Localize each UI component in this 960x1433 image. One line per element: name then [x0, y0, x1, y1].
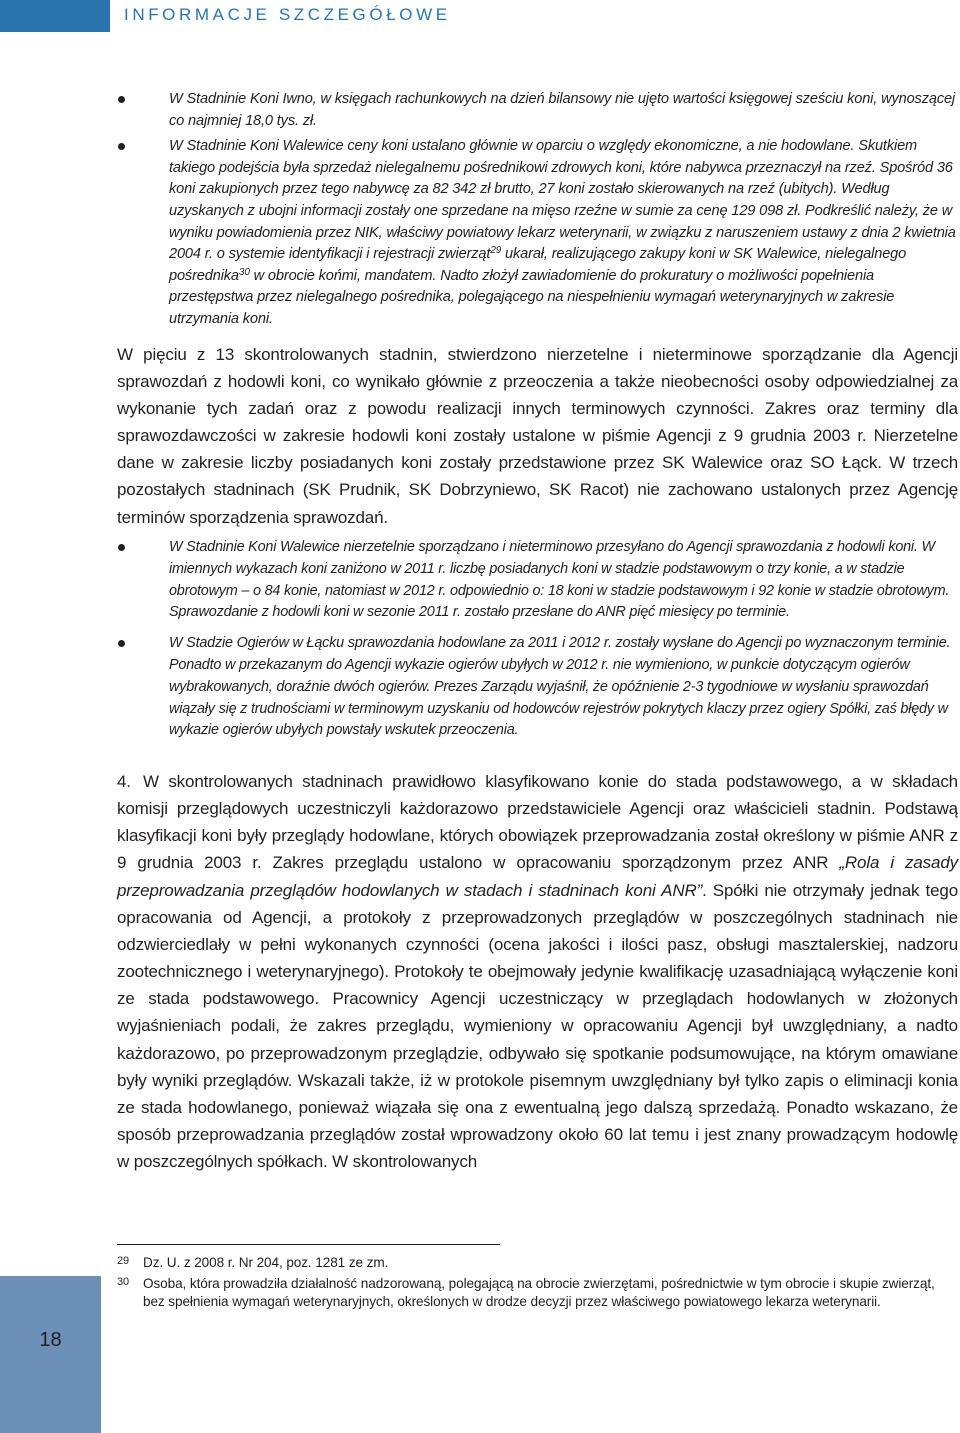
- list-item: [117, 89, 957, 132]
- list-item: [117, 633, 957, 742]
- bullet-list-middle: [117, 537, 957, 742]
- footnote: [117, 1254, 959, 1272]
- footnote-ref[interactable]: 30: [238, 266, 250, 278]
- bullet-text: ukarał, realizującego zakupy koni w SK Walewice, nielegalnego pośrednika: [169, 246, 907, 284]
- footnote-text: Osoba, która prowadziła działalność nadzorowaną, polegającą na obrocie zwierzętami, pośrednictwie w tym obrocie i skupie zwierząt, bez spełnienia wymagań weterynaryjnych, określonych w drodze decyzji przez właściwego powiatowego lekarza weterynarii.: [143, 1276, 935, 1310]
- bullet-text: W Stadninie Koni Walewice nierzetelnie sporządzano i nieterminowo przesyłano do Agencji sprawozdania z hodowli koni. W imiennych wykazach koni zaniżono w 2011 r. liczbę posiadanych koni w stadzie podstawowym o trzy konie, a w stadzie obrotowym – o 84 konie, natomiast w 2012 r. odpowiednio o: 18 koni w stadzie podstawowym i 92 konie w stadzie obrotowym. Sprawozdanie z hodowli koni w sezonie 2011 r. zostało przesłane do ANR pięć miesięcy po terminie.: [169, 539, 950, 621]
- bullet-text: W Stadninie Koni Walewice ceny koni ustalano głównie w oparciu o względy ekonomiczne, a nie hodowlane. Skutkiem takiego podejścia była sprzedaż nielegalnemu pośrednikowi zdrowych koni, które nabywca przeznaczył na rzeź. Spośród 36 koni zakupionych przez tego nabywcę za 82 342 zł brutto, 27 koni zostało skierowanych na rzeź (ubitych). Według uzyskanych z ubojni informacji zostały one sprzedane na mięso rzeźne w sumie za cenę 129 098 zł. Podkreślić należy, że w wyniku powiadomienia przez NIK, właściwy powiatowy lekarz weterynarii, w związku z naruszeniem ustawy z dnia 2 kwietnia 2004 r. o systemie identyfikacji i rejestracji zwierząt: [169, 138, 956, 263]
- bullet-text: W Stadninie Koni Iwno, w księgach rachunkowych na dzień bilansowy nie ujęto wartości księgowej sześciu koni, wynoszącej co najmniej 18,0 tys. zł.: [169, 91, 956, 129]
- paragraph-number: 4.: [117, 772, 131, 791]
- footnote-number: 30: [117, 1276, 130, 1288]
- paragraph-text: W skontrolowanych stadninach prawidłowo klasyfikowano konie do stada podstawowego, a w składach komisji przeglądowych uczestniczyli każdorazowo przedstawiciele Agencji oraz właścicieli stadnin. Podstawą klasyfikacji koni były przeglądy hodowlane, których obowiązek przeprowadzania został określony w piśmie ANR z 9 grudnia 2003 r. Zakres przeglądu ustalono w opracowaniu sporządzonym przez ANR: [117, 772, 958, 873]
- bullet-icon: [118, 640, 125, 647]
- footnote-ref[interactable]: 29: [490, 245, 502, 257]
- paragraph-text: . Spółki nie otrzymały jednak tego opracowania od Agencji, a protokoły z przeprowadzonych przeglądów w poszczególnych stadninach nie odzwierciedlały w pełni wykonanych czynności (ocena jakości i ilości pasz, obsługi masztalerskiej, nadzoru zootechnicznego i weterynaryjnego). Protokoły te obejmowały jedynie kwalifikację uzasadniającą wyłączenie koni ze stada podstawowego. Pracownicy Agencji uczestniczący w przeglądach hodowlanych w złożonych wyjaśnieniach podali, że zakres przeglądu, wymieniony w opracowaniu Agencji był uwzględniany, a nadto każdorazowo, po przeprowadzonym przeglądzie, odbywało się spotkanie podsumowujące, na którym omawiane były wyniki przeglądów. Wskazali także, iż w protokole pisemnym uwzględniany był tylko zapis o eliminacji konia ze stada hodowlanego, ponieważ wiązała się ona z ewentualną jego dalszą sprzedażą. Ponadto wskazano, że sposób przeprowadzania przeglądów został wprowadzony około 60 lat temu i jest znany prowadzącym hodowlę w poszczególnych spółkach. W skontrolowanych: [117, 880, 958, 1172]
- section-header: INFORMACJE SZCZEGÓŁOWE: [124, 5, 451, 24]
- list-item: [117, 136, 957, 330]
- header-tab: [0, 0, 110, 32]
- footnote-divider: [117, 1244, 500, 1245]
- bullet-icon: [118, 96, 125, 103]
- footnote: [117, 1275, 959, 1311]
- numbered-paragraph: [117, 768, 958, 1175]
- body-paragraph: W pięciu z 13 skontrolowanych stadnin, stwierdzono nierzetelne i nieterminowe sporządzanie dla Agencji sprawozdań z hodowli koni, co wynikało głównie z przeoczenia a także nieobecności osoby odpowiedzialnej za wykonanie tych zadań oraz z powodu realizacji innych terminowych czynności. Zakres oraz terminy dla sprawozdawczości w zakresie hodowli koni zostały ustalone w piśmie Agencji z 9 grudnia 2003 r. Nierzetelne dane w zakresie liczby posiadanych koni zostały przedstawione przez SK Walewice oraz SO Łąck. W trzech pozostałych stadninach (SK Prudnik, SK Dobrzyniewo, SK Racot) nie zachowano ustalonych przez Agencję terminów sporządzenia sprawozdań.: [117, 345, 958, 527]
- document-title-italic: „Rola i zasady przeprowadzania przeglądów hodowlanych w stadach i stadninach koni ANR”: [117, 853, 958, 900]
- bullet-text: w obrocie końmi, mandatem. Nadto złożył zawiadomienie do prokuratury o możliwości popełnienia przestępstwa przez nielegalnego pośrednika, polegającego na niespełnieniu wymagań weterynaryjnych w zakresie utrzymania koni.: [169, 267, 895, 327]
- page-number: 18: [39, 1329, 62, 1351]
- list-item: [117, 537, 957, 624]
- bullet-text: W Stadzie Ogierów w Łącku sprawozdania hodowlane za 2011 i 2012 r. zostały wysłane do Agencji po wyznaczonym terminie. Ponadto w przekazanym do Agencji wykazie ogierów ubyłych w 2012 r. nie wymieniono, w punkcie dotyczącym ogierów wybrakowanych, doraźnie dwóch ogierów. Prezes Zarządu wyjaśnił, że opóźnienie 2-3 tygodniowe w wysłaniu sprawozdań wiązały się z trudnościami w terminowym uzyskaniu od hodowców rejestrów pokrytych klaczy przez ogiery Spółki, zaś błędy w wykazie ogierów ubyłych powstały wskutek przeoczenia.: [169, 635, 951, 739]
- footnote-text: Dz. U. z 2008 r. Nr 204, poz. 1281 ze zm.: [143, 1255, 389, 1270]
- bullet-list-top: [117, 89, 957, 331]
- footnote-number: 29: [117, 1255, 130, 1267]
- bullet-icon: [118, 544, 125, 551]
- page-number-box: [0, 1276, 101, 1433]
- bullet-icon: [118, 143, 125, 150]
